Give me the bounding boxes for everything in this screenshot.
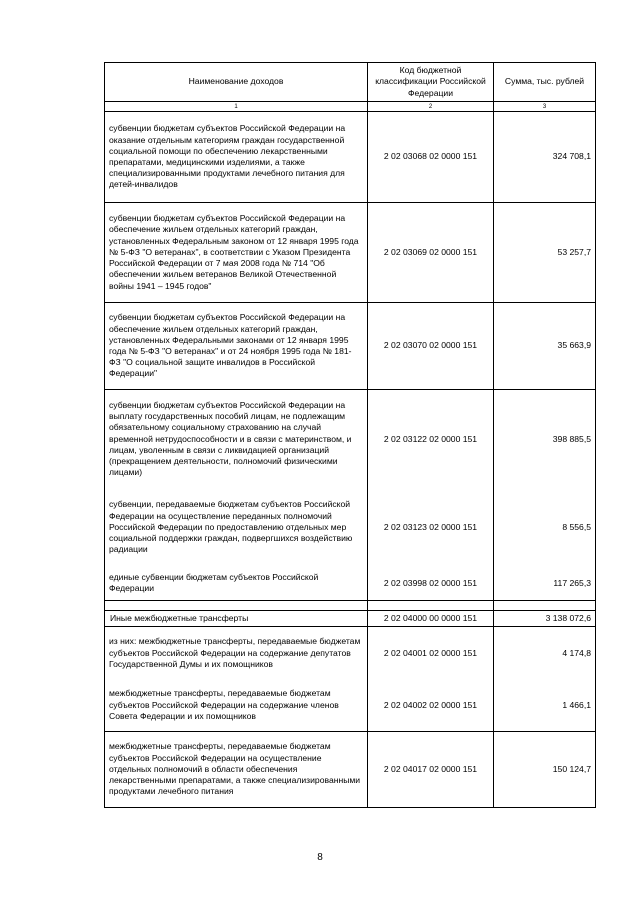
row-code: 2 02 03069 02 0000 151 — [368, 203, 494, 303]
row-sum: 3 138 072,6 — [494, 611, 596, 627]
row-sum: 1 466,1 — [494, 680, 596, 732]
row-sum: 35 663,9 — [494, 303, 596, 390]
table-row — [105, 112, 596, 203]
row-code: 2 02 03068 02 0000 151 — [368, 112, 494, 203]
spacer-cell — [105, 601, 368, 611]
row-code: 2 02 04001 02 0000 151 — [368, 627, 494, 680]
row-name: субвенции бюджетам субъектов Российской Федерации на обеспечение жильем отдельных категорий граждан, установленных Федеральным законом от 12 января 1995 года № 5-ФЗ "О ветеранах", в соответствии с Указом Президента Российской Федерации от 7 мая 2008 года № 714 "Об обеспечении жильем ветеранов Великой Отечественной войны 1941 – 1945 годов" — [105, 203, 368, 303]
row-code: 2 02 03070 02 0000 151 — [368, 303, 494, 390]
column-number-1: 1 — [105, 102, 368, 112]
spacer-cell — [494, 601, 596, 611]
spacer-cell — [368, 601, 494, 611]
row-code: 2 02 03122 02 0000 151 — [368, 390, 494, 489]
row-sum: 150 124,7 — [494, 732, 596, 808]
table-row — [105, 303, 596, 390]
page-number: 8 — [317, 852, 323, 863]
table-row-total — [105, 611, 596, 627]
row-sum: 117 265,3 — [494, 567, 596, 601]
row-name: субвенции бюджетам субъектов Российской Федерации на оказание отдельным категориям граждан государственной социальной помощи по обеспечению лекарственными препаратами, медицинскими изделиями, а также специализированными продуктами лечебного питания для детей-инвалидов — [105, 112, 368, 203]
column-number-2: 2 — [368, 102, 494, 112]
row-name: межбюджетные трансферты, передаваемые бюджетам субъектов Российской Федерации на содержание членов Совета Федерации и их помощников — [105, 680, 368, 732]
row-code: 2 02 03123 02 0000 151 — [368, 489, 494, 567]
table-row — [105, 567, 596, 601]
row-sum: 53 257,7 — [494, 203, 596, 303]
table-row — [105, 489, 596, 567]
column-number-row — [105, 102, 596, 112]
column-number-3: 3 — [494, 102, 596, 112]
row-name: единые субвенции бюджетам субъектов Российской Федерации — [105, 567, 368, 601]
row-code: 2 02 03998 02 0000 151 — [368, 567, 494, 601]
row-name: из них: межбюджетные трансферты, передаваемые бюджетам субъектов Российской Федерации на содержание депутатов Государственной Думы и их помощников — [105, 627, 368, 680]
header-amount: Сумма, тыс. рублей — [494, 63, 596, 102]
table-row — [105, 390, 596, 489]
row-name: межбюджетные трансферты, передаваемые бюджетам субъектов Российской Федерации на осуществление отдельных полномочий в области обеспечения лекарственными препаратами, а также специализированными продуктами лечебного питания — [105, 732, 368, 808]
row-sum: 398 885,5 — [494, 390, 596, 489]
spacer-row — [105, 601, 596, 611]
budget-table — [104, 62, 596, 808]
row-sum: 4 174,8 — [494, 627, 596, 680]
table-header-row — [105, 63, 596, 102]
table-row — [105, 627, 596, 680]
header-budget-code: Код бюджетной классификации Российской Федерации — [368, 63, 494, 102]
row-name: субвенции бюджетам субъектов Российской Федерации на выплату государственных пособий лицам, не подлежащим обязательному социальному страхованию на случай временной нетрудоспособности и в связи с материнством, и лицам, уволенным в связи с ликвидацией организаций (прекращением деятельности, полномочий физическими лицами) — [105, 390, 368, 489]
row-code: 2 02 04002 02 0000 151 — [368, 680, 494, 732]
row-code: 2 02 04017 02 0000 151 — [368, 732, 494, 808]
row-name: субвенции, передаваемые бюджетам субъектов Российской Федерации на осуществление переданных полномочий Российской Федерации по предоставлению отдельных мер социальной поддержки граждан, подвергшихся воздействию радиации — [105, 489, 368, 567]
table-row — [105, 203, 596, 303]
table-row — [105, 732, 596, 808]
row-name: Иные межбюджетные трансферты — [105, 611, 368, 627]
header-income-name: Наименование доходов — [105, 63, 368, 102]
row-code: 2 02 04000 00 0000 151 — [368, 611, 494, 627]
row-sum: 8 556,5 — [494, 489, 596, 567]
row-sum: 324 708,1 — [494, 112, 596, 203]
row-name: субвенции бюджетам субъектов Российской Федерации на обеспечение жильем отдельных категорий граждан, установленных Федеральными законами от 12 января 1995 года № 5-ФЗ "О ветеранах" и от 24 ноября 1995 года № 181-ФЗ "О социальной защите инвалидов в Российской Федерации" — [105, 303, 368, 390]
table-row — [105, 680, 596, 732]
